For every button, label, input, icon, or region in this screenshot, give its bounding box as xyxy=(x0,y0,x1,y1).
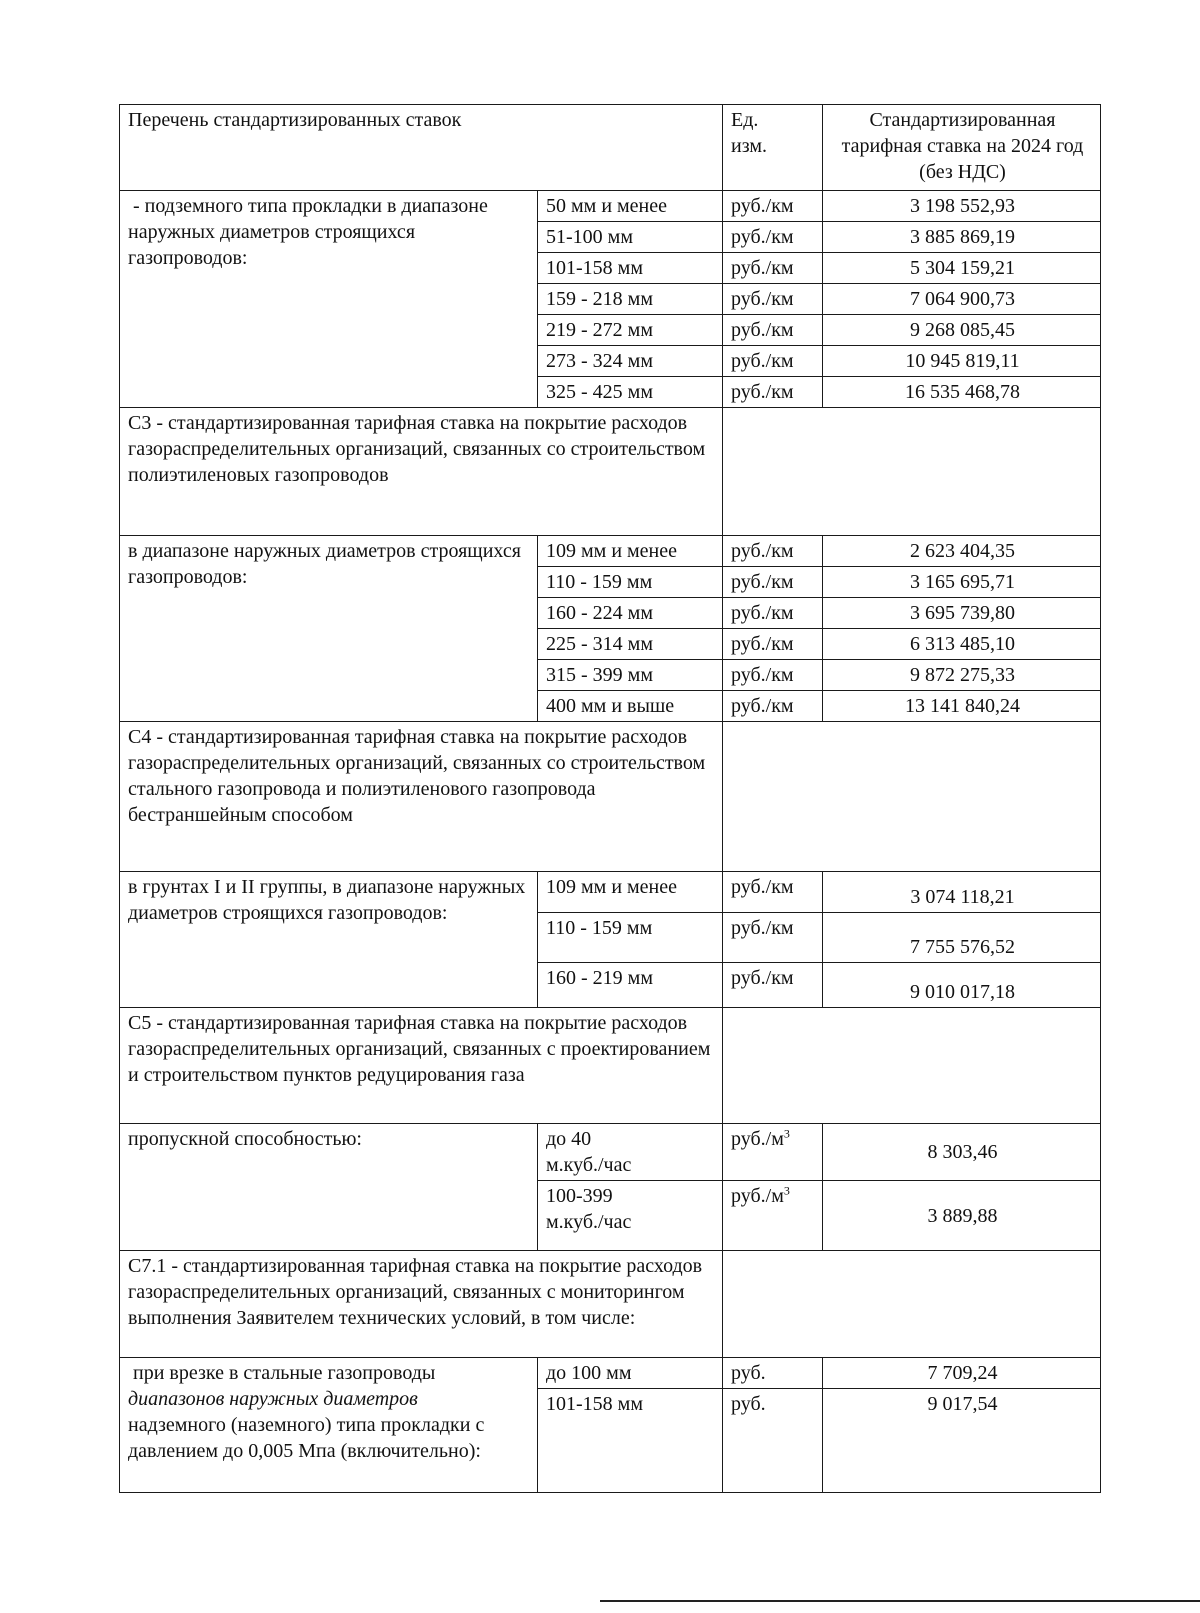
rate-cell: 3 885 869,19 xyxy=(823,222,1101,253)
rate-cell: 9 872 275,33 xyxy=(823,660,1101,691)
c4-label-cell: в грунтах I и II группы, в диапазоне наружных диаметров строящихся газопроводов: xyxy=(120,872,538,1008)
empty-cell xyxy=(723,1251,1101,1358)
c3-title: С3 - стандартизированная тарифная ставка на покрытие расходов газораспределительных организаций, связанных со строительством полиэтиленовых газопроводов xyxy=(120,408,723,536)
empty-cell xyxy=(723,1008,1101,1124)
rate-cell: 7 064 900,73 xyxy=(823,284,1101,315)
unit-cell: руб./км xyxy=(723,191,823,222)
unit-text: руб./м xyxy=(731,1128,784,1150)
unit-cell: руб./км xyxy=(723,377,823,408)
range-cell: 315 - 399 мм xyxy=(538,660,723,691)
header-rate-label: Стандартизированная тарифная ставка на 2024 год (без НДС) xyxy=(841,109,1084,183)
table-header-row xyxy=(120,105,1101,191)
unit-cell: руб./км xyxy=(723,913,823,963)
rate-cell: 13 141 840,24 xyxy=(823,691,1101,722)
unit-cell: руб./км xyxy=(723,963,823,1008)
range-cell: 50 мм и менее xyxy=(538,191,723,222)
rate-cell: 9 268 085,45 xyxy=(823,315,1101,346)
range-cell: 110 - 159 мм xyxy=(538,567,723,598)
rate-cell: 5 304 159,21 xyxy=(823,253,1101,284)
unit-cell xyxy=(723,1124,823,1181)
section-title-row xyxy=(120,1008,1101,1124)
rate-cell: 7 709,24 xyxy=(823,1358,1101,1389)
range-cell: 159 - 218 мм xyxy=(538,284,723,315)
header-unit-line1: Ед. xyxy=(731,109,759,131)
table-row xyxy=(120,191,1101,222)
range-line1: до 40 xyxy=(546,1128,592,1150)
table-row xyxy=(120,536,1101,567)
unit-cell xyxy=(723,1181,823,1251)
rate-cell: 16 535 468,78 xyxy=(823,377,1101,408)
tariff-table xyxy=(119,104,1101,1493)
range-cell: 325 - 425 мм xyxy=(538,377,723,408)
header-list-cell xyxy=(120,105,723,191)
section-title-row xyxy=(120,1251,1101,1358)
c71-label-cell xyxy=(120,1358,538,1493)
unit-cell: руб./км xyxy=(723,691,823,722)
c71-label-part2: надземного (наземного) типа прокладки с давлением до 0,005 Мпа (включительно): xyxy=(128,1414,485,1462)
range-cell: 110 - 159 мм xyxy=(538,913,723,963)
c5-label-cell: пропускной способностью: xyxy=(120,1124,538,1251)
unit-superscript: 3 xyxy=(783,1183,790,1198)
unit-cell: руб./км xyxy=(723,346,823,377)
c71-label-part1: при врезке в стальные газопроводы xyxy=(128,1362,436,1384)
unit-cell: руб./км xyxy=(723,567,823,598)
rate-cell: 3 198 552,93 xyxy=(823,191,1101,222)
header-rate-cell xyxy=(823,105,1101,191)
unit-cell: руб./км xyxy=(723,598,823,629)
range-cell: до 100 мм xyxy=(538,1358,723,1389)
unit-cell: руб. xyxy=(723,1358,823,1389)
unit-cell: руб./км xyxy=(723,536,823,567)
rate-cell: 3 074 118,21 xyxy=(823,872,1101,913)
unit-cell: руб./км xyxy=(723,284,823,315)
rate-cell: 9 010 017,18 xyxy=(823,963,1101,1008)
unit-cell: руб./км xyxy=(723,222,823,253)
header-unit-cell xyxy=(723,105,823,191)
range-line2: м.куб./час xyxy=(546,1154,632,1176)
empty-cell xyxy=(723,408,1101,536)
range-cell: 219 - 272 мм xyxy=(538,315,723,346)
section-title-row xyxy=(120,408,1101,536)
unit-cell: руб./км xyxy=(723,872,823,913)
rate-cell: 2 623 404,35 xyxy=(823,536,1101,567)
header-list-label: Перечень стандартизированных ставок xyxy=(128,109,462,131)
unit-cell: руб./км xyxy=(723,253,823,284)
underground-label: - подземного типа прокладки в диапазоне наружных диаметров строящихся газопроводов: xyxy=(128,195,493,269)
unit-superscript: 3 xyxy=(783,1126,790,1141)
scan-edge-line xyxy=(600,1600,1200,1602)
unit-text: руб./м xyxy=(731,1185,784,1207)
range-cell: 273 - 324 мм xyxy=(538,346,723,377)
range-cell xyxy=(538,1181,723,1251)
c4-title: С4 - стандартизированная тарифная ставка на покрытие расходов газораспределительных организаций, связанных со строительством стального газопровода и полиэтиленового газопровода бестраншейным способом xyxy=(120,722,723,872)
range-cell: 400 мм и выше xyxy=(538,691,723,722)
range-cell: 160 - 224 мм xyxy=(538,598,723,629)
range-cell: 109 мм и менее xyxy=(538,872,723,913)
unit-cell: руб./км xyxy=(723,315,823,346)
rate-cell: 3 695 739,80 xyxy=(823,598,1101,629)
rate-cell: 3 165 695,71 xyxy=(823,567,1101,598)
underground-label-cell xyxy=(120,191,538,408)
rate-cell: 9 017,54 xyxy=(823,1389,1101,1493)
unit-cell: руб./км xyxy=(723,660,823,691)
table-row xyxy=(120,1358,1101,1389)
section-title-row xyxy=(120,722,1101,872)
table-row xyxy=(120,1124,1101,1181)
unit-cell: руб. xyxy=(723,1389,823,1493)
range-cell: 51-100 мм xyxy=(538,222,723,253)
table-row xyxy=(120,872,1101,913)
rate-cell: 7 755 576,52 xyxy=(823,913,1101,963)
range-cell xyxy=(538,1124,723,1181)
rate-cell: 8 303,46 xyxy=(823,1124,1101,1181)
range-cell: 160 - 219 мм xyxy=(538,963,723,1008)
rate-cell: 6 313 485,10 xyxy=(823,629,1101,660)
empty-cell xyxy=(723,722,1101,872)
rate-cell: 3 889,88 xyxy=(823,1181,1101,1251)
rate-cell: 10 945 819,11 xyxy=(823,346,1101,377)
range-line2: м.куб./час xyxy=(546,1211,632,1233)
c71-title: С7.1 - стандартизированная тарифная ставка на покрытие расходов газораспределительных организаций, связанных с мониторингом выполнения Заявителем технических условий, в том числе: xyxy=(120,1251,723,1358)
header-unit-line2: изм. xyxy=(731,135,767,157)
range-cell: 109 мм и менее xyxy=(538,536,723,567)
range-cell: 101-158 мм xyxy=(538,1389,723,1493)
c5-title: С5 - стандартизированная тарифная ставка на покрытие расходов газораспределительных организаций, связанных с проектированием и строительством пунктов редуцирования газа xyxy=(120,1008,723,1124)
range-line1: 100-399 xyxy=(546,1185,613,1207)
unit-cell: руб./км xyxy=(723,629,823,660)
range-cell: 101-158 мм xyxy=(538,253,723,284)
range-cell: 225 - 314 мм xyxy=(538,629,723,660)
c71-label-italic: диапазонов наружных диаметров xyxy=(128,1388,418,1410)
c3-label-cell: в диапазоне наружных диаметров строящихся газопроводов: xyxy=(120,536,538,722)
